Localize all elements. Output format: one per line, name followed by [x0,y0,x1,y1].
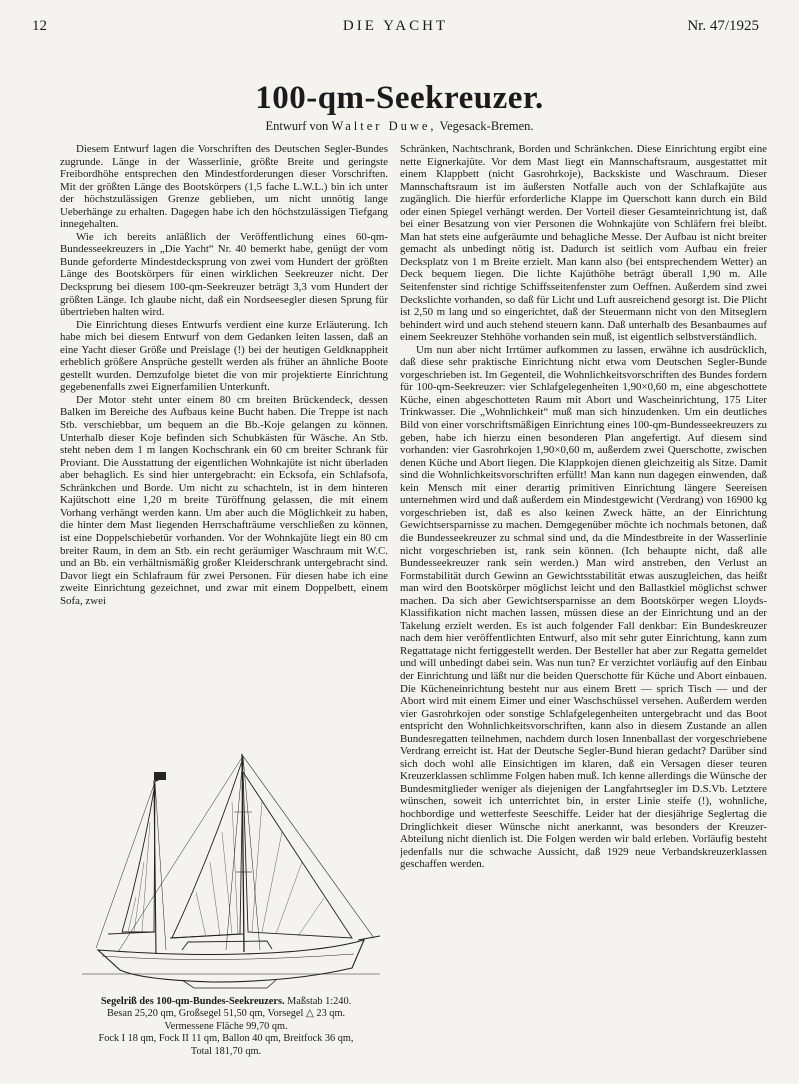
caption-line: Vermessene Fläche 99,70 qm. [164,1020,288,1032]
page-number: 12 [32,18,47,34]
caption-line: Fock I 18 qm, Fock II 11 qm, Ballon 40 qm, Breitfock 36 qm, [98,1033,354,1045]
paragraph: Wie ich bereits anläßlich der Veröffentlichung eines 60-qm-Bundesseekreuzers in „Die Yacht“ Nr. 40 bemerkt habe, genügt der vom Bunde geforderte Mindestdecksprung von zwei vom Hundert der größten Länge des Bootskörpers für einen wirklichen Seekreuzer nicht. Der Decksprung bei diesem 100-qm-Seekreuzer beträgt 3,3 vom Hundert der größten Länge. Ich glaube nicht, daß ein Nordseesegler diesen Sprung für übertrieben halten wird. [60,230,388,319]
caption-title: Segelriß des 100-qm-Bundes-Seekreuzers. [100,996,285,1007]
paragraph: Um nun aber nicht Irrtümer aufkommen zu lassen, erwähne ich ausdrücklich, daß diese sehr praktische Einrichtung nicht etwa vom Deutschen Segler-Bunde vorgeschrieben ist. Im Gegenteil, die Wohnlichkeitsvorschriften des Bundes fordern für 100-qm-Seekreuzer: vier Schlafgelegenheiten 1,90×0,60 m, eine abgeschottete Küche, einen abgeschotteten Raum mit Abort und Wascheinrichtung, 175 Liter Trinkwasser. Die „Wohnlichkeit“ muß man sich hinzudenken. Um ein deutliches Bild von einer vorschriftsmäßigen Einrichtung eines 100-qm-Bundesseekreuzers zu geben, habe ich hierzu einen besonderen Plan angefertigt. Auf diesem sind vorhanden: vier Gasrohrkojen 1,90×0,60 m, außerdem zwei Querschotte, zwischen denen Küche und Abort liegen. Die Klappkojen dienen gleichzeitig als Sitze. Damit sind die Wohnlichkeitsvorschriften erfüllt! Man kann nun dagegen einwenden, daß kein Mensch mit einer derartig primitiven Einrichtung längere Seereisen unternehmen wird und daß außerdem ein Mindestgewicht (Verdrang) von 16900 kg vorgeschrieben ist, daß es also keinen Zweck hätte, an der Einrichtung Gewichtsersparnisse zu machen. Demgegenüber möchte ich nochmals betonen, daß die Bundesseekreuzer zu schmal sind und, da die Mindestbreite in der Wasserlinie nicht vorgeschrieben ist, rank sein können. (Ich behaupte nicht, daß alle Bundesseekreuzer rank sein werden.) Man wird anstreben, den Verlust an Formstabilität durch Gewinn an Gewichtsstabilität etwas auszugleichen, das heißt man wird den Bootskörper möglichst leicht und den Ballastkiel möglichst schwer machen. Da sich aber Gewichtsersparnisse an dem Bootskörper wegen Lloyds-Klassifikation nicht machen lassen, müssen diese an der Einrichtung und an der Takelung erzielt werden. Es ist auch folgender Fall denkbar: Ein Bundeskreuzer nach dem hier veröffentlichten Entwurf, also mit sehr guter Einrichtung, kann zum Regattatage nicht fertiggestellt werden. Der Besteller hat aber zur Regatta gemeldet und will unbedingt dabei sein. Was nun tun? Er verzichtet vorläufig auf den Einbau der Einrichtung und läßt nur die beiden Querschotte für Küche und Abort einbauen. Die Kücheneinrichtung besteht nur aus einem Brett — sprich Tisch — und der Abort wird mit einem Eimer und einer Waschschüssel versehen. Außerdem werden vier Gasrohrkojen oder sonstige Schlafgelegenheiten untergebracht und das Boot entspricht den Wohnlichkeitsvorschriften, kann also in diesem Zustande an allen Bundesregatten teilnehmen, nachdem durch losen Innenballast der vorgeschriebene Verdrang erreicht ist. Hat der Deutsche Segler-Bund hieran gedacht? Darüber sind sich doch wohl alle Einsichtigen im klaren, daß ein Versagen dieser teuren Kreuzerklassen schlimme Folgen haben muß. Ich kenne allerdings die Wünsche der Bundesmitglieder weniger als diejenigen der Langfahrtsegler im D.S.Vb. Letztere wünschen, soweit ich unterrichtet bin, in erster Linie steife (!), wohnliche, hochbordige und wetterfeste Seeschiffe. Leider hat der diesjährige Seglertag die Dringlichkeit dieser Wünsche nicht anerkannt, was besonders der Kreuzer-Abteilung nicht dienlich ist. Die Folgen werden wir bald erleben. Vorläufig besteht jedenfalls nur die schwache Aussicht, daß 1929 neue Verbandskreuzerklassen geschaffen werden. [400,343,767,871]
paragraph: Die Einrichtung dieses Entwurfs verdient eine kurze Erläuterung. Ich habe mich bei diesem Entwurf von dem Gedanken leiten lassen, daß an eine Yacht dieser Größe und Preislage (!) bei der heutigen Geldknappheit erheblich größere Ansprüche gestellt werden als früher an ähnliche Boote gestellt wurden. Demzufolge bietet die von mir projektierte Einrichtung gegebenenfalls zwei Eignerfamilien Unterkunft. [60,318,388,394]
caption-scale: Maßstab 1:240. [287,996,352,1007]
paragraph: Der Motor steht unter einem 80 cm breiten Brückendeck, dessen Balken im Bereiche des Aufbaus keine Bucht haben. Die Treppe ist nach Stb. verschiebbar, um bequem an die Bb.-Koje gelangen zu können. Unterhalb dieser Koje befinden sich Schubkästen für Wäsche. An Stb. steht neben dem 1 m langen Kochschrank ein 60 cm breiter Schrank für Proviant. Die Ausstattung der eigentlichen Wohnkajüte ist nicht überladen aber behaglich. Es sind hier untergebracht: ein Ecksofa, ein Schlafsofa, Schränkchen und Borde. Um nicht zu schachteln, ist in dem hinteren Kajütschott eine 1,20 m breite Türöffnung gelassen, die mit einem Vorhang verhängt werden kann. Um aber auch die Möglichkeit zu haben, die hinter dem Mast liegenden Herrschafträume verschließen zu können, ist eine Doppelschiebetür vorhanden. Vor der Wohnkajüte liegt ein 80 cm breiter Raum, in dem an Stb. ein recht geräumiger Waschraum mit W.C. und an Bb. ein verhältnismäßig großer Kleiderschrank untergebracht sind. Davor liegt ein Schlafraum für zwei Personen. Für diesen habe ich eine zweite Einrichtung gezeichnet, und zwar mit einem Doppelbett, einem Sofa, zwei [60,393,388,607]
caption-line: Total 181,70 qm. [190,1045,262,1057]
byline [0,119,799,134]
text-column-right [400,143,767,1048]
article-title: 100-qm-Seekreuzer. [255,80,544,116]
journal-title: DIE YACHT [342,18,449,34]
byline-prefix: Entwurf von [265,119,329,133]
byline-author: Walter Duwe, [331,119,437,133]
paragraph: Diesem Entwurf lagen die Vorschriften des Deutschen Segler-Bundes zugrunde. Länge in der Wasserlinie, größte Breite und geringste Freibordhöhe entsprechen den Mindestforderungen dieser Vorschriften. Mit der größten Länge des Bootskörpers (1,5 fache L.W.L.) bin ich unter der höchstzulässigen Grenze geblieben, um nicht unnötig lange Ueberhänge zu erhalten. Dagegen habe ich den höchstzulässigen Tiefgang innegehalten. [60,143,388,231]
sail-plan-drawing [62,742,392,992]
caption-heading [58,996,394,1008]
figure-caption [58,996,394,1058]
byline-place: Vegesack-Bremen. [439,119,534,133]
caption-line: Besan 25,20 qm, Großsegel 51,50 qm, Vorsegel △ 23 qm. [106,1008,346,1020]
paragraph: Schränken, Nachtschrank, Borden und Schränkchen. Diese Einrichtung ergibt eine nette Eignerkajüte. Vor dem Mast liegt ein Mannschaftsraum, ausgestattet mit einem Klappbett (nicht Gasrohrkoje), Backskiste und Waschraum. Dieser Mannschaftsraum ist im äußersten Notfalle auch von der Schlafkajüte aus zugänglich. Die hierfür erforderliche Klappe im Querschott kann durch ein Bild oder einen Spiegel verhängt werden. Der Vorteil dieser Gesamteinrichtung ist, daß bei einer Besatzung von vier Personen die Wohnkajüte von Schläfern frei bleibt. Man hat stets eine aufgeräumte und behagliche Messe. Der Aufbau ist nicht breiter gemacht als unbedingt nötig ist. Dadurch ist seitlich vom Aufbau ein freier Decksplatz von 1 m Breite erzielt. Man kann also (bei entsprechendem Wetter) an Deck bequem liegen. Die lichte Kajüthöhe beträgt überall 1,90 m. Alle Seitenfenster sind richtige Schiffsseitenfenster zum Oeffnen. Außerdem sind zwei Deckslichte vorhanden, so daß für Licht und Luft ausreichend gesorgt ist. Die Plicht ist 2,50 m lang und so eingerichtet, daß der Steuermann nicht von den Mitseglern behindert wird und auch stehend steuern kann. Daß unterhalb des Besanbaumes auf einem Seekreuzer Stehhöhe vorhanden sein muß, ist eigentlich selbstverständlich. [400,143,767,344]
running-head [32,18,759,40]
issue-number: Nr. 47/1925 [687,18,759,34]
sail-plan-figure [62,742,392,992]
text-column-left [60,143,388,733]
